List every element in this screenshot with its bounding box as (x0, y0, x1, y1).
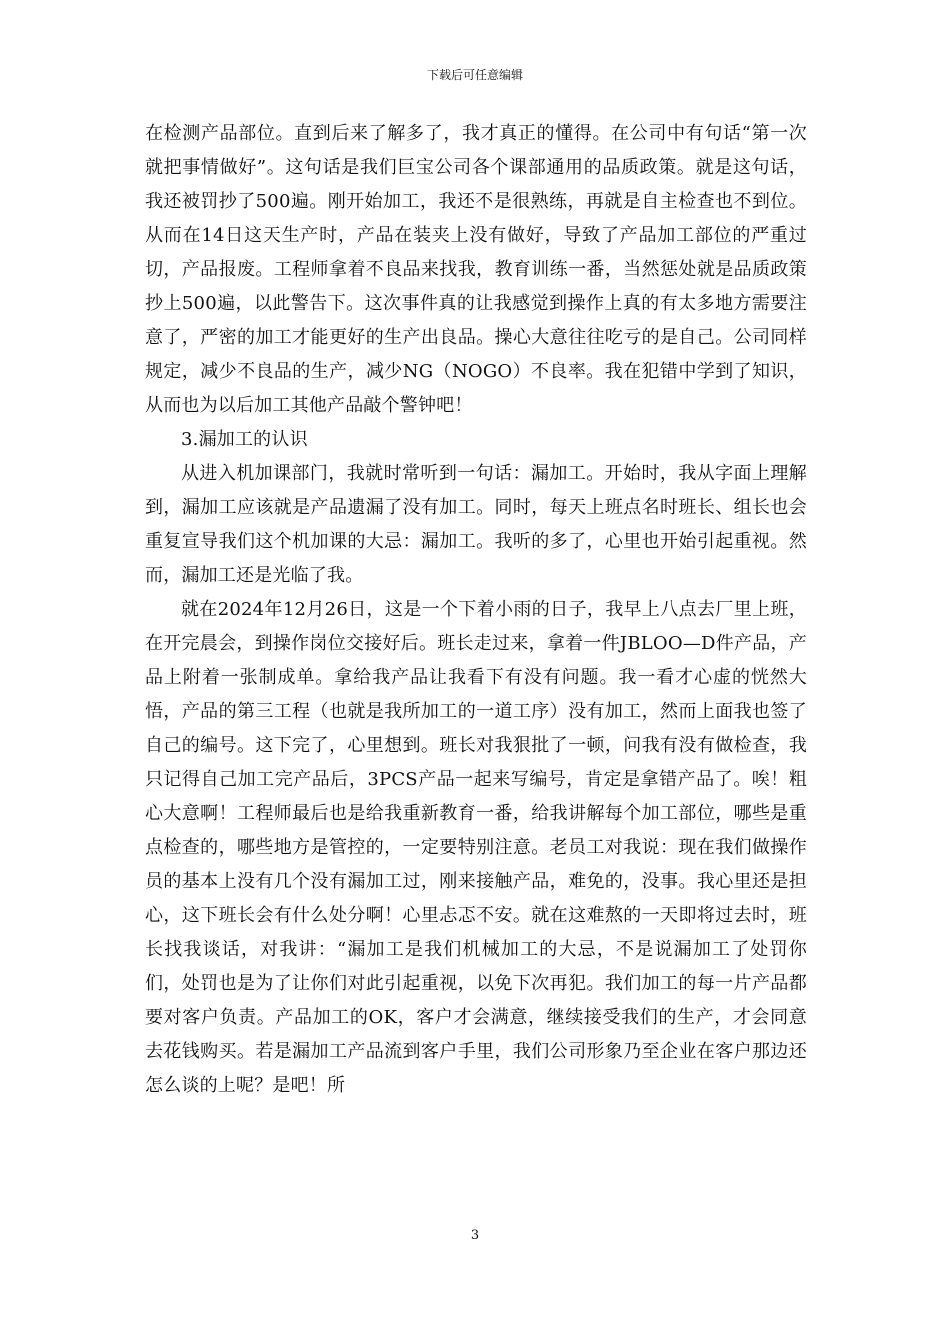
paragraph: 从进入机加课部门，我就时常听到一句话：漏加工。开始时，我从字面上理解到，漏加工应该就是产品遗漏了没有加工。同时，每天上班点名时班长、组长也会重复宣导我们这个机加课的大忌：漏加工。我听的多了，心里也开始引起重视。然而，漏加工还是光临了我。 (145, 463, 807, 586)
paragraph: 在检测产品部位。直到后来了解多了，我才真正的懂得。在公司中有句话“第一次就把事情做好”。这句话是我们巨宝公司各个课部通用的品质政策。就是这句话，我还被罚抄了500遍。刚开始加工，我还不是很熟练，再就是自主检查也不到位。从而在14日这天生产时，产品在装夹上没有做好，导致了产品加工部位的严重过切，产品报废。工程师拿着不良品来找我，教育训练一番，当然惩处就是品质政策抄上500遍，以此警告下。这次事件真的让我感觉到操作上真的有太多地方需要注意了，严密的加工才能更好的生产出良品。操心大意往往吃亏的是自己。公司同样规定，减少不良品的生产，减少NG（NOGO）不良率。我在犯错中学到了知识，从而也为以后加工其他产品敲个警钟吧！ (145, 123, 807, 416)
document-body (145, 117, 807, 1103)
page-number: 3 (470, 1228, 480, 1243)
section-heading: 3.漏加工的认识 (181, 429, 308, 450)
paragraph: 就在2024年12月26日，这是一个下着小雨的日子，我早上八点去厂里上班，在开完晨会，到操作岗位交接好后。班长走过来，拿着一件JBLOO—D件产品，产品上附着一张制成单。拿给我产品让我看下有没有问题。我一看才心虚的恍然大悟，产品的第三工程（也就是我所加工的一道工序）没有加工，然而上面我也签了自己的编号。这下完了，心里想到。班长对我狠批了一顿，问我有没有做检查，我只记得自己加工完产品后，3PCS产品一起来写编号，肯定是拿错产品了。唉！粗心大意啊！工程师最后也是给我重新教育一番，给我讲解每个加工部位，哪些是重点检查的，哪些地方是管控的，一定要特别注意。老员工对我说：现在我们做操作员的基本上没有几个没有漏加工过，刚来接触产品，难免的，没事。我心里还是担心，这下班长会有什么处分啊！心里忐忑不安。就在这难熬的一天即将过去时，班长找我谈话，对我讲：“漏加工是我们机械加工的大忌，不是说漏加工了处罚你们，处罚也是为了让你们对此引起重视，以免下次再犯。我们加工的每一片产品都要对客户负责。产品加工的OK，客户才会满意，继续接受我们的生产，才会同意去花钱购买。若是漏加工产品流到客户手里，我们公司形象乃至企业在客户那边还怎么谈的上呢？是吧！所 (145, 599, 807, 1096)
page-header: 下载后可任意编辑 (426, 68, 523, 82)
